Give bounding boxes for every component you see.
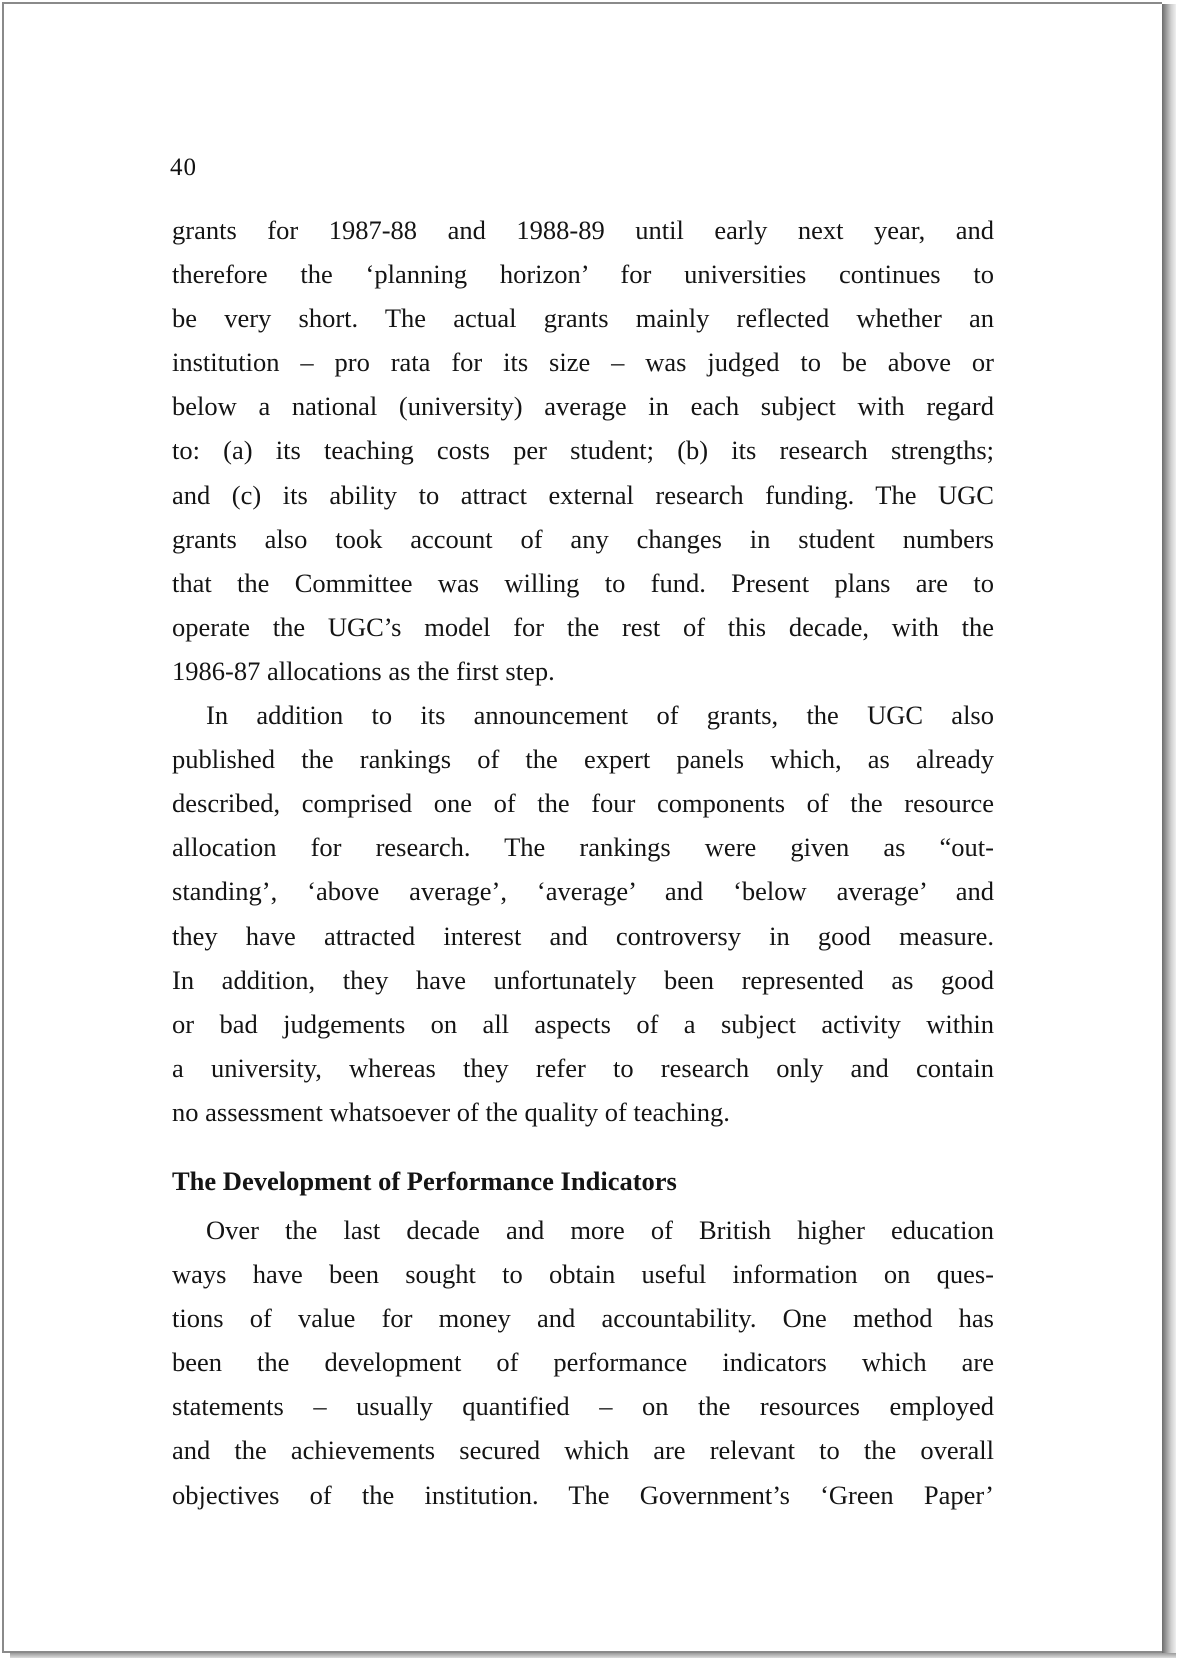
text-line: ways have been sought to obtain useful information on ques- — [172, 1259, 994, 1290]
text-line: and (c) its ability to attract external research funding. The UGC — [172, 479, 994, 510]
text-line: Over the last decade and more of British higher education — [206, 1214, 994, 1245]
text-line: tions of value for money and accountability. One method has — [172, 1303, 994, 1334]
paragraph-3 — [172, 1208, 994, 1517]
text-line: been the development of performance indicators which are — [172, 1347, 994, 1378]
section-heading: The Development of Performance Indicators — [172, 1165, 677, 1196]
text-line: In addition to its announcement of grants, the UGC also — [206, 700, 994, 731]
text-line: to: (a) its teaching costs per student; (b) its research strengths; — [172, 435, 994, 466]
text-line: or bad judgements on all aspects of a subject activity within — [172, 1008, 994, 1039]
text-line: that the Committee was willing to fund. Present plans are to — [172, 567, 994, 598]
text-line: therefore the ‘planning horizon’ for universities continues to — [172, 259, 994, 290]
body-text — [172, 208, 994, 1517]
text-line: grants for 1987-88 and 1988-89 until early next year, and — [172, 215, 994, 245]
text-line: standing’, ‘above average’, ‘average’ and ‘below average’ and — [172, 876, 994, 907]
text-line: a university, whereas they refer to research only and contain — [172, 1052, 994, 1083]
page-number: 40 — [170, 154, 197, 181]
text-line: allocation for research. The rankings were given as “out- — [172, 832, 994, 863]
paragraph-2 — [172, 693, 994, 1134]
paragraph-1 — [172, 208, 994, 693]
text-line: below a national (university) average in each subject with regard — [172, 391, 994, 422]
text-line: institution – pro rata for its size – was judged to be above or — [172, 347, 994, 378]
text-line: they have attracted interest and controversy in good measure. — [172, 920, 994, 951]
text-line: described, comprised one of the four components of the resource — [172, 788, 994, 819]
text-line: and the achievements secured which are relevant to the overall — [172, 1435, 994, 1466]
text-line: no assessment whatsoever of the quality of teaching. — [172, 1096, 730, 1127]
text-line: objectives of the institution. The Government’s ‘Green Paper’ — [172, 1479, 994, 1510]
text-line: 1986-87 allocations as the first step. — [172, 655, 555, 686]
text-line: In addition, they have unfortunately been represented as good — [172, 964, 994, 995]
text-line: statements – usually quantified – on the resources employed — [172, 1391, 994, 1422]
page-bottom-shadow — [10, 1653, 1176, 1658]
text-line: be very short. The actual grants mainly reflected whether an — [172, 303, 994, 334]
text-line: published the rankings of the expert panels which, as already — [172, 744, 994, 775]
text-line: operate the UGC’s model for the rest of this decade, with the — [172, 611, 994, 642]
page-edge-shadow — [1162, 4, 1176, 1655]
text-line: grants also took account of any changes in student numbers — [172, 523, 994, 554]
